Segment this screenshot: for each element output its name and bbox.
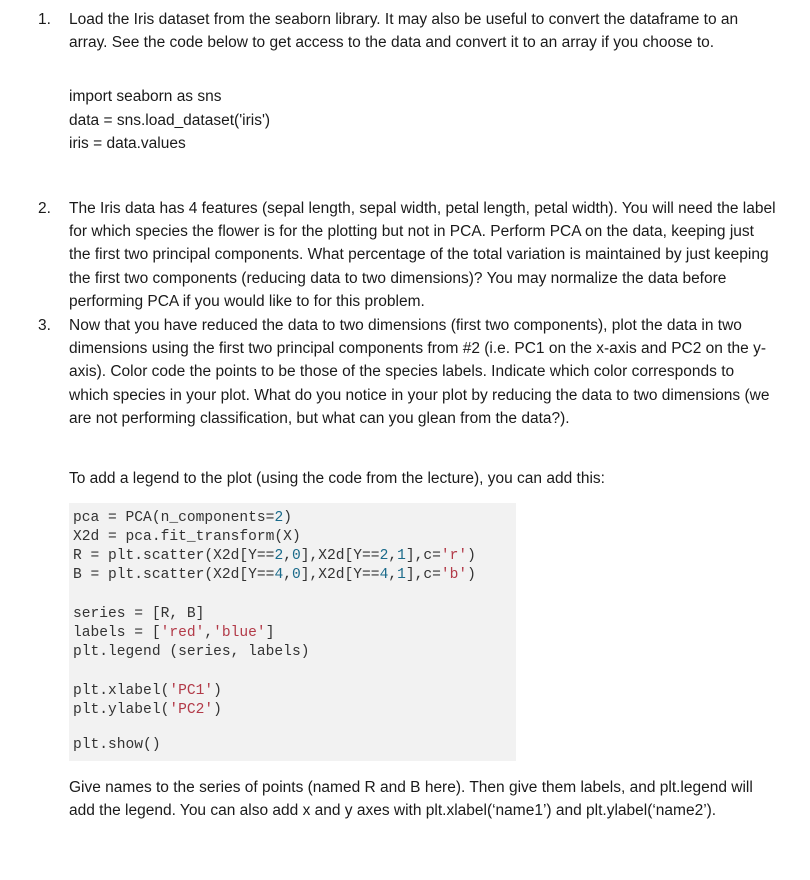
code-block <box>69 503 516 761</box>
code-line: series = [R, B] <box>73 606 205 622</box>
code-line: B = plt.scatter(X2d[Y==4,0],X2d[Y==4,1],c='b') <box>73 567 476 583</box>
code-line: data = sns.load_dataset('iris') <box>69 111 271 129</box>
import-code <box>69 85 778 156</box>
code-line: import seaborn as sns <box>69 88 222 106</box>
item-text: Load the Iris dataset from the seaborn library. It may also be useful to convert the dataframe to an array. See the code below to get access to the data and convert it to an array if you choose to. <box>69 11 739 52</box>
code-line: plt.show() <box>73 737 161 753</box>
closing-text: Give names to the series of points (named R and B here). Then give them labels, and plt.legend will add the legend. You can also add x and y axes with plt.xlabel(‘name1’) and plt.ylabel(‘name2’). <box>69 779 753 820</box>
code-line: labels = ['red','blue'] <box>73 625 275 641</box>
legend-intro: To add a legend to the plot (using the code from the lecture), you can add this: <box>69 470 605 487</box>
code-line: iris = data.values <box>69 135 186 153</box>
item-text: The Iris data has 4 features (sepal length, sepal width, petal length, petal width). You will need the label for which species the flower is for the plotting but not in PCA. Perform PCA on the data, keeping just the first two principal components. What percentage of the total variation is maintained by just keeping the first two components (reducing data to two dimensions)? You may normalize the data before performing PCA if you would like to for this problem. <box>69 200 776 310</box>
code-line: plt.legend (series, labels) <box>73 644 310 660</box>
item-text: Now that you have reduced the data to two dimensions (first two components), plot the data in two dimensions using the first two principal components from #2 (i.e. PC1 on the x-axis and PC2 on the y-axis). Color code the points to be those of the species labels. Indicate which color corresponds to which species in your plot. What do you notice in your plot by reducing the data to two dimensions (we are not performing classification, but what can you glean from the data?). <box>69 317 770 427</box>
code-line: X2d = pca.fit_transform(X) <box>73 529 301 545</box>
item-number: 3. <box>38 317 51 334</box>
code-line: pca = PCA(n_components=2) <box>73 510 292 526</box>
code-line: R = plt.scatter(X2d[Y==2,0],X2d[Y==2,1],c='r') <box>73 548 476 564</box>
list-item-3 <box>38 314 778 430</box>
item-number: 2. <box>38 200 51 217</box>
item-number: 1. <box>38 11 51 28</box>
list-item-2 <box>38 197 778 313</box>
code-line: plt.ylabel('PC2') <box>73 702 222 718</box>
list-item-1 <box>38 8 778 156</box>
code-line: plt.xlabel('PC1') <box>73 683 222 699</box>
